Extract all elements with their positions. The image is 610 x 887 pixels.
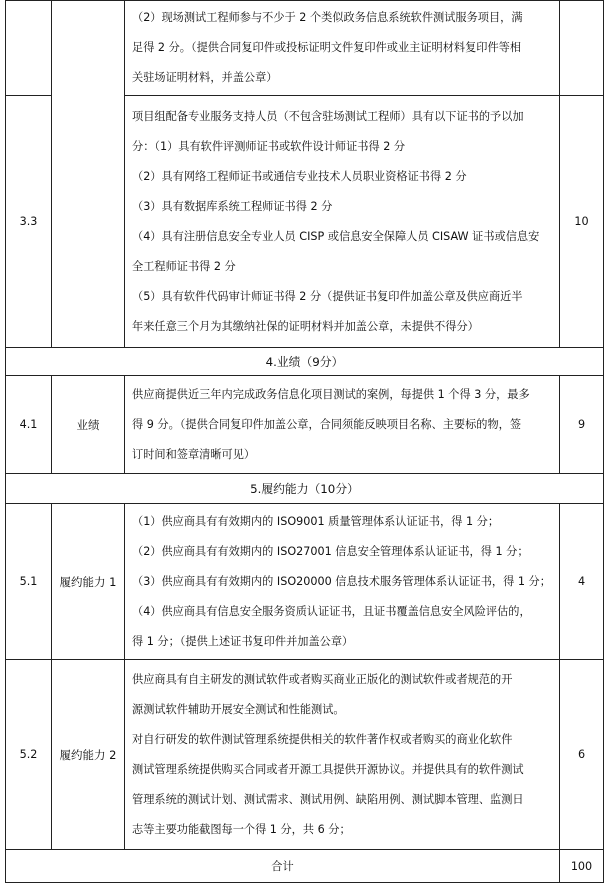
criteria-cell <box>125 1 560 96</box>
criteria-line: 管理系统的测试计划、测试需求、测试用例、缺陷用例、测试脚本管理、监测日 <box>132 792 524 806</box>
criteria-line: 足得 2 分。（提供合同复印件或投标证明文件复印件或业主证明材料复印件等相 <box>132 41 522 54</box>
criteria-line: 全工程师证书得 2 分 <box>132 259 236 273</box>
criteria-line: 得 9 分。（提供合同复印件加盖公章，合同须能反映项目名称、主要标的物，签 <box>132 417 522 431</box>
section-header-row <box>6 474 604 504</box>
scoring-table <box>5 0 604 883</box>
section-title: 4.业绩（9分） <box>6 348 604 376</box>
criteria-line: 志等主要功能截图每一个得 1 分，共 6 分； <box>132 822 351 836</box>
criteria-line: （5）具有软件代码审计师证书得 2 分（提供证书复印件加盖公章及供应商近半 <box>132 289 523 303</box>
item-name: 履约能力 2 <box>52 660 125 850</box>
total-row <box>6 850 604 883</box>
criteria-line: 源测试软件辅助开展安全测试和性能测试。 <box>132 702 345 716</box>
criteria-line: （4）供应商具有信息安全服务资质认证证书，且证书覆盖信息安全风险评估的， <box>132 604 531 618</box>
score-value: 9 <box>560 376 604 474</box>
table-row <box>6 376 604 474</box>
score-value: 10 <box>560 96 604 348</box>
criteria-line: 年来任意三个月为其缴纳社保的证明材料并加盖公章，未提供不得分） <box>132 319 479 333</box>
row-number-cell <box>6 1 52 96</box>
criteria-line: （3）具有数据库系统工程师证书得 2 分 <box>132 199 333 213</box>
score-cell <box>560 1 604 96</box>
criteria-line: （2）现场测试工程师参与不少于 2 个类似政务信息系统软件测试服务项目，满 <box>132 11 523 24</box>
section-header-row <box>6 348 604 376</box>
table-row <box>6 660 604 850</box>
total-score: 100 <box>560 850 604 883</box>
criteria-line: （2）具有网络工程师证书或通信专业技术人员职业资格证书得 2 分 <box>132 169 467 183</box>
row-number: 5.2 <box>6 660 52 850</box>
criteria-line: 供应商具有自主研发的测试软件或者购买商业正版化的测试软件或者规范的开 <box>132 672 513 686</box>
criteria-line: 订时间和签章清晰可见） <box>132 447 256 461</box>
row-number: 5.1 <box>6 504 52 660</box>
criteria-cell <box>125 660 560 850</box>
criteria-line: 关驻场证明材料，并盖公章） <box>132 71 278 84</box>
item-name: 业绩 <box>52 376 125 474</box>
section-title: 5.履约能力（10分） <box>6 474 604 504</box>
criteria-line: 供应商提供近三年内完成政务信息化项目测试的案例，每提供 1 个得 3 分，最多 <box>132 387 530 401</box>
item-name: 履约能力 1 <box>52 504 125 660</box>
table-row <box>6 1 604 96</box>
criteria-line: （4）具有注册信息安全专业人员 CISP 或信息安全保障人员 CISAW 证书或信息安 <box>132 229 540 243</box>
criteria-line: （1）供应商具有有效期内的 ISO9001 质量管理体系认证证书，得 1 分； <box>132 514 500 528</box>
criteria-line: 对自行研发的软件测试管理系统提供相关的软件著作权或者购买的商业化软件 <box>132 732 513 746</box>
criteria-line: 项目组配备专业服务支持人员（不包含驻场测试工程师）具有以下证书的予以加 <box>132 109 524 123</box>
criteria-line: 分：（1）具有软件评测师证书或软件设计师证书得 2 分 <box>132 139 406 153</box>
row-number: 3.3 <box>6 96 52 348</box>
criteria-line: 测试管理系统提供购买合同或者开源工具提供开源协议。并提供具有的软件测试 <box>132 762 524 776</box>
item-name-cell <box>52 1 125 348</box>
criteria-cell <box>125 376 560 474</box>
criteria-cell <box>125 504 560 660</box>
score-value: 4 <box>560 504 604 660</box>
score-value: 6 <box>560 660 604 850</box>
criteria-line: （2）供应商具有有效期内的 ISO27001 信息安全管理体系认证证书，得 1 分； <box>132 544 529 558</box>
criteria-line: 得 1 分；（提供上述证书复印件并加盖公章） <box>132 634 354 648</box>
criteria-cell <box>125 96 560 348</box>
row-number: 4.1 <box>6 376 52 474</box>
total-label: 合计 <box>6 850 560 883</box>
table-row <box>6 504 604 660</box>
criteria-line: （3）供应商具有有效期内的 ISO20000 信息技术服务管理体系认证证书，得 1 分； <box>132 574 551 588</box>
